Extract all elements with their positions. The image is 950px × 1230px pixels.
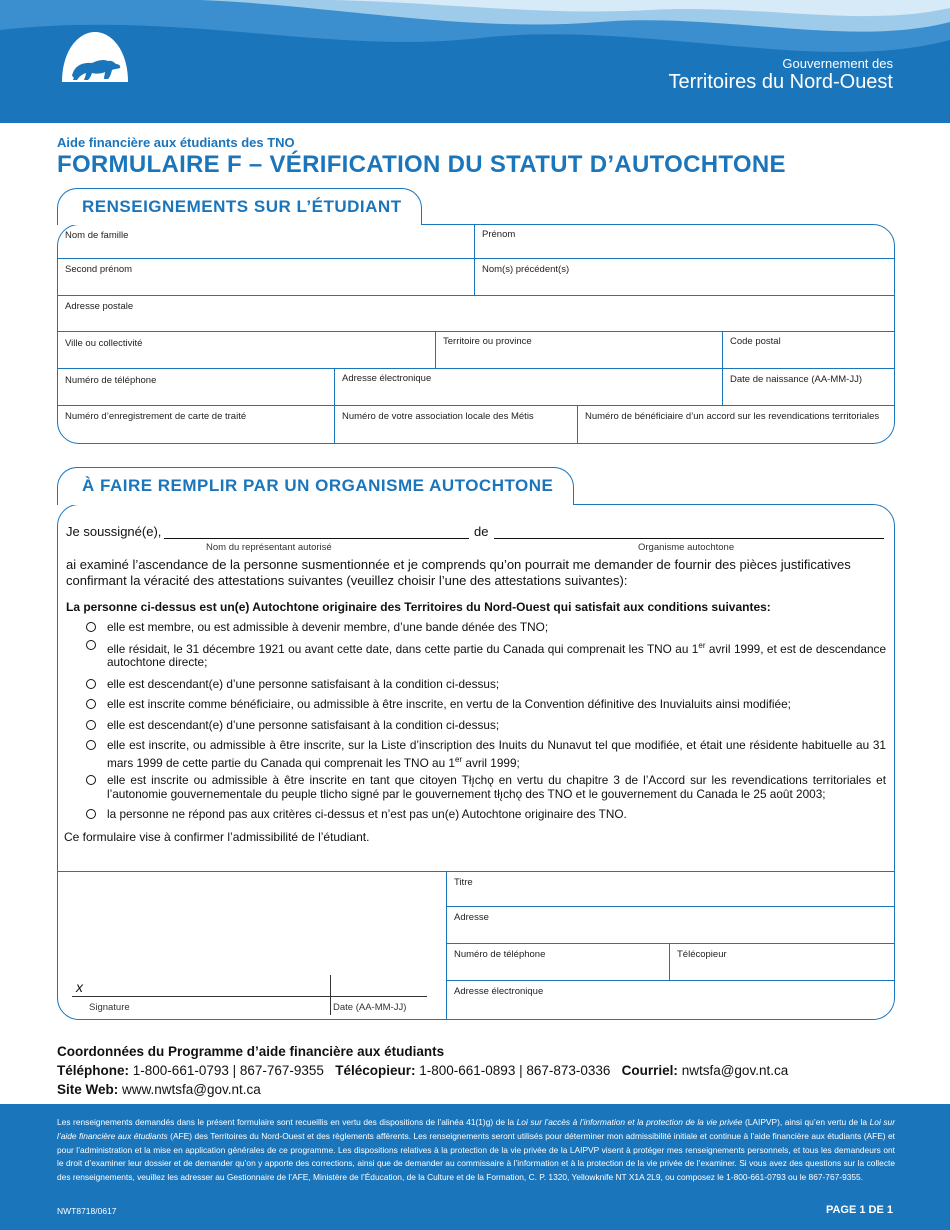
last-name-field[interactable]: Nom de famille [58,225,475,259]
organization-label: Organisme autochtone [638,542,735,553]
radio-circle-icon[interactable] [86,809,96,819]
address-field[interactable]: Adresse [447,907,894,944]
government-line-2: Territoires du Nord-Ouest [668,71,893,93]
radio-circle-icon[interactable] [86,699,96,709]
signature-x-mark: x [76,979,83,995]
org-fax-field[interactable]: Télécopieur [670,944,894,981]
representative-label: Nom du représentant autorisé [206,542,332,553]
treaty-card-field[interactable]: Numéro d’enregistrement de carte de traité [58,406,335,443]
option-descendant-2[interactable]: elle est descendant(e) d’une personne satisfaisant à la condition ci-dessus; [86,719,886,733]
city-field[interactable]: Ville ou collectivité [58,332,436,369]
aboriginal-section-title: À FAIRE REMPLIR PAR UN ORGANISME AUTOCHTONE [57,467,574,505]
purpose-text: Ce formulaire vise à confirmer l’admissibilité de l’étudiant. [64,830,370,844]
contacts-heading: Coordonnées du Programme d’aide financière aux étudiants [57,1044,445,1059]
date-label: Date (AA-MM-JJ) [333,1002,407,1013]
organization-input[interactable] [494,538,884,539]
undersigned-text: Je soussigné(e), [66,524,162,539]
metis-number-field[interactable]: Numéro de votre association locale des Métis [335,406,578,443]
org-phone-field[interactable]: Numéro de téléphone [447,944,670,981]
org-email-field[interactable]: Adresse électronique [454,986,544,997]
signature-label: Signature [89,1002,130,1013]
email-link[interactable]: nwtsfa@gov.nt.ca [681,1063,789,1078]
date-separator [330,975,331,1015]
privacy-notice: Les renseignements demandés dans le présent formulaire sont recueillis en vertu des dispositions de l’alinéa 41(1)g) de la Loi sur l’accès à l’information et la protection de la vie privée (LAIPVP), ainsi qu’en vertu de la Loi sur l’aide financière aux étudiants (AFE) des Territoires du Nord-Ouest et des règlements afférents. Les renseignements seront utilisés pour déterminer mon admissibilité initiale et continue à l’aide financière aux étudiants (AFE) et pour l’administration et la mise en application générales de ce programme. Les dispositions relatives à la protection de la vie privée de la LAIPVP visent à protéger mes renseignements personnels, et tous les demandeurs ont le droit d’examiner leur dossier et de demander qu’on y apporte des corrections, ainsi que de demander au commissaire à l’information et à la protection de la vie privée de l’examiner. Si vous avez des questions sur la collecte des renseignements, veuillez les adresser au Gestionnaire de l’AFE, Ministère de l’Éducation, de la Culture et de la Formation, C. P. 1320, Yellowknife NT X1A 2L9, ou composez le 1-800-661-0793 ou le 867-767-9355. [57,1117,896,1183]
signature-line[interactable] [72,996,427,997]
declaration-text: ai examiné l’ascendance de la personne susmentionnée et je comprends qu’on pourrait me demander de fournir des pièces justificatives confirmant la véracité des attestations suivantes (veuillez choisir l’une des attestations suivantes): [66,557,851,588]
form-title: FORMULAIRE F – VÉRIFICATION DU STATUT D’AUTOCHTONE [57,151,786,178]
birth-date-field[interactable]: Date de naissance (AA-MM-JJ) [723,369,894,406]
government-line-1: Gouvernement des [782,56,893,71]
radio-circle-icon[interactable] [86,622,96,632]
previous-names-field[interactable]: Nom(s) précédent(s) [475,259,894,296]
radio-circle-icon[interactable] [86,740,96,750]
of-text: de [474,524,489,539]
phone-field[interactable]: Numéro de téléphone [58,369,335,406]
territory-field[interactable]: Territoire ou province [436,332,723,369]
email-field[interactable]: Adresse électronique [335,369,723,406]
title-field[interactable]: Titre [447,872,894,907]
radio-circle-icon[interactable] [86,679,96,689]
postal-code-field[interactable]: Code postal [723,332,894,369]
page-header [0,0,950,123]
page-footer [0,1104,950,1230]
mailing-address-field[interactable]: Adresse postale [58,296,894,332]
radio-circle-icon[interactable] [86,720,96,730]
option-descendant-1[interactable]: elle est descendant(e) d’une personne satisfaisant à la condition ci-dessus; [86,678,886,692]
representative-name-input[interactable] [164,538,469,539]
form-code: NWT8718/0617 [57,1206,117,1216]
radio-circle-icon[interactable] [86,640,96,650]
option-resident-1921[interactable]: elle résidait, le 31 décembre 1921 ou avant cette date, dans cette partie du Canada qui comprenait les TNO au 1er avril 1999, et est de descendance autochtone directe; [86,639,886,670]
option-dene-band[interactable]: elle est membre, ou est admissible à devenir membre, d’une bande dénée des TNO; [86,621,886,635]
polar-bear-icon [58,26,132,100]
page-number: PAGE 1 DE 1 [825,1204,893,1216]
student-section-title: RENSEIGNEMENTS SUR L’ÉTUDIANT [57,188,422,225]
option-nunavut-inuit[interactable]: elle est inscrite, ou admissible à être inscrite, sur la Liste d’inscription des Inuits du Nunavut tel que modifiée, et était une résidente habituelle au 31 mars 1999 de cette partie du Canada qui comprenait les TNO au 1er avril 1999; [86,739,886,770]
option-inuvialuit[interactable]: elle est inscrite comme bénéficiaire, ou admissible à être inscrite, en vertu de la Convention définitive des Inuvialuits ainsi modifiée; [86,698,886,712]
contacts-phones: Téléphone: 1-800-661-0793 | 867-767-9355 Télécopieur: 1-800-661-0893 | 867-873-0336 Courriel: nwtsfa@gov.nt.ca [57,1063,789,1078]
criteria-heading: La personne ci-dessus est un(e) Autochtone originaire des Territoires du Nord-Ouest qui satisfait aux conditions suivantes: [66,600,771,614]
option-not-aboriginal[interactable]: la personne ne répond pas aux critères ci-dessus et n’est pas un(e) Autochtone originaire des TNO. [86,808,886,822]
program-name: Aide financière aux étudiants des TNO [57,135,295,150]
first-name-field[interactable]: Prénom [475,225,894,259]
website-link[interactable]: www.nwtsfa@gov.nt.ca [122,1082,261,1097]
beneficiary-number-field[interactable]: Numéro de bénéficiaire d’un accord sur les revendications territoriales [585,411,880,422]
radio-circle-icon[interactable] [86,775,96,785]
contacts-web: Site Web: www.nwtsfa@gov.nt.ca [57,1082,261,1097]
middle-name-field[interactable]: Second prénom [58,259,475,296]
option-tlicho[interactable]: elle est inscrite ou admissible à être inscrite en tant que citoyen Tłı̨chǫ en vertu du chapitre 3 de l’Accord sur les revendications territoriales et l’autonomie gouvernementale du peuple tlicho signé par le gouvernement tłı̨chǫ des TNO et le gouvernement du Canada le 25 août 2003; [86,774,886,801]
